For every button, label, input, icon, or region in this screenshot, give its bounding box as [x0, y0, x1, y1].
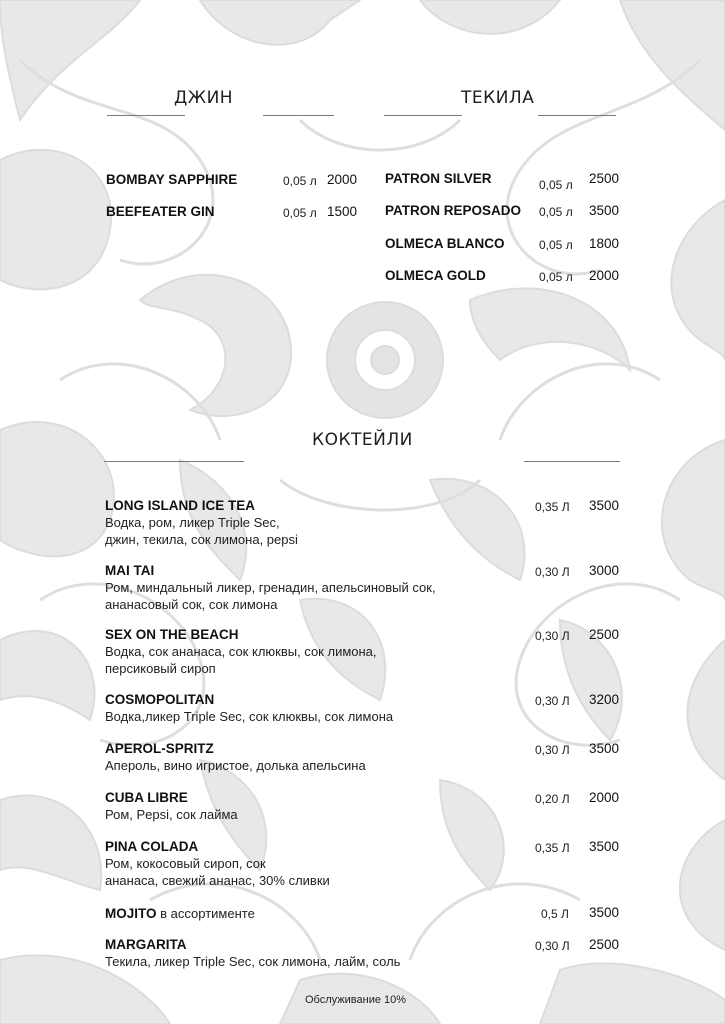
cocktail-item-price: 2500	[589, 937, 620, 952]
cocktail-item-name: MOJITO	[105, 906, 157, 921]
description-line: ананасовый сок, сок лимона	[105, 597, 278, 612]
cocktail-item-description	[105, 855, 330, 889]
cocktail-item-price: 3200	[589, 692, 620, 707]
tequila-item-volume: 0,05 л	[539, 270, 573, 284]
gin-item-price: 1500	[327, 204, 358, 219]
cocktail-item-name: COSMOPOLITAN	[105, 692, 215, 707]
cocktail-item-volume: 0,30 Л	[535, 743, 570, 757]
gin-item-price: 2000	[327, 172, 358, 187]
description-line: Апероль, вино игристое, долька апельсина	[105, 758, 366, 773]
cocktail-item-price: 3500	[589, 498, 620, 513]
cocktail-item-volume: 0,35 Л	[535, 500, 570, 514]
description-line: Текила, ликер Triple Sec, сок лимона, лайм, соль	[105, 954, 401, 969]
tequila-item-price: 2000	[589, 268, 620, 283]
description-line: Ром, Pepsi, сок лайма	[105, 807, 238, 822]
cocktail-item-name: APEROL-SPRITZ	[105, 741, 214, 756]
description-line: ананаса, свежий ананас, 30% сливки	[105, 873, 330, 888]
cocktail-item-volume: 0,30 Л	[535, 694, 570, 708]
cocktail-item-volume: 0,30 Л	[535, 629, 570, 643]
cocktail-item-volume: 0,20 Л	[535, 792, 570, 806]
tequila-section-title: ТЕКИЛА	[461, 88, 535, 108]
description-line: Ром, кокосовый сироп, сок	[105, 856, 266, 871]
tequila-item-name: OLMECA GOLD	[385, 268, 486, 283]
cocktails-title-rule-right	[524, 461, 620, 462]
tequila-item-name: PATRON SILVER	[385, 171, 492, 186]
tequila-item-price: 2500	[589, 171, 620, 186]
cocktail-item-description	[105, 579, 436, 613]
description-line: Водка, ром, ликер Triple Sec,	[105, 515, 280, 530]
cocktails-section-title: КОКТЕЙЛИ	[312, 430, 413, 450]
cocktail-item-description	[105, 708, 393, 725]
cocktail-item-description	[105, 953, 400, 970]
gin-title-rule-left	[107, 115, 185, 116]
cocktail-item-description	[105, 806, 238, 823]
gin-title-rule-right	[263, 115, 334, 116]
cocktails-title-rule-left	[104, 461, 244, 462]
tequila-title-rule-right	[538, 115, 616, 116]
gin-section-title: ДЖИН	[174, 88, 234, 108]
cocktail-item-description	[105, 757, 366, 774]
cocktail-item-name: SEX ON THE BEACH	[105, 627, 239, 642]
cocktail-item-name: CUBA LIBRE	[105, 790, 188, 805]
gin-item-name: BEEFEATER GIN	[106, 204, 215, 219]
description-line: Ром, миндальный ликер, гренадин, апельсиновый сок,	[105, 580, 436, 595]
cocktail-item-volume: 0,30 Л	[535, 565, 570, 579]
gin-item-volume: 0,05 л	[283, 206, 317, 220]
tequila-item-price: 1800	[589, 236, 620, 251]
tequila-item-volume: 0,05 л	[539, 238, 573, 252]
description-line: Водка,ликер Triple Sec, сок клюквы, сок лимона	[105, 709, 394, 724]
cocktail-item-name: MARGARITA	[105, 937, 187, 952]
cocktail-item-price: 2000	[589, 790, 620, 805]
cocktail-item-name-wrapper	[105, 905, 255, 922]
tequila-item-name: PATRON REPOSADO	[385, 203, 522, 218]
description-line: Водка, сок ананаса, сок клюквы, сок лимона,	[105, 644, 377, 659]
tequila-item-name: OLMECA BLANCO	[385, 236, 505, 251]
cocktail-item-price: 3500	[589, 905, 620, 920]
cocktail-item-price: 3500	[589, 741, 620, 756]
cocktail-item-volume: 0,35 Л	[535, 841, 570, 855]
cocktail-item-price: 2500	[589, 627, 620, 642]
cocktail-item-volume: 0,5 Л	[541, 907, 569, 921]
tequila-item-volume: 0,05 л	[539, 205, 573, 219]
service-charge-note: Обслуживание 10%	[305, 994, 407, 1006]
gin-item-volume: 0,05 л	[283, 174, 317, 188]
cocktail-item-name-suffix: в ассортименте	[156, 906, 255, 921]
description-line: персиковый сироп	[105, 661, 216, 676]
cocktail-item-description	[105, 514, 298, 548]
cocktail-item-price: 3500	[589, 839, 620, 854]
cocktail-item-name: LONG ISLAND ICE TEA	[105, 498, 256, 513]
description-line: джин, текила, сок лимона, pepsi	[105, 532, 298, 547]
gin-item-name: BOMBAY SAPPHIRE	[106, 172, 238, 187]
tequila-title-rule-left	[384, 115, 462, 116]
cocktail-item-name: PINA COLADA	[105, 839, 199, 854]
cocktail-item-description	[105, 643, 377, 677]
cocktail-item-price: 3000	[589, 563, 620, 578]
tequila-item-price: 3500	[589, 203, 620, 218]
cocktail-item-volume: 0,30 Л	[535, 939, 570, 953]
tequila-item-volume: 0,05 л	[539, 178, 573, 192]
cocktail-item-name: MAI TAI	[105, 563, 155, 578]
